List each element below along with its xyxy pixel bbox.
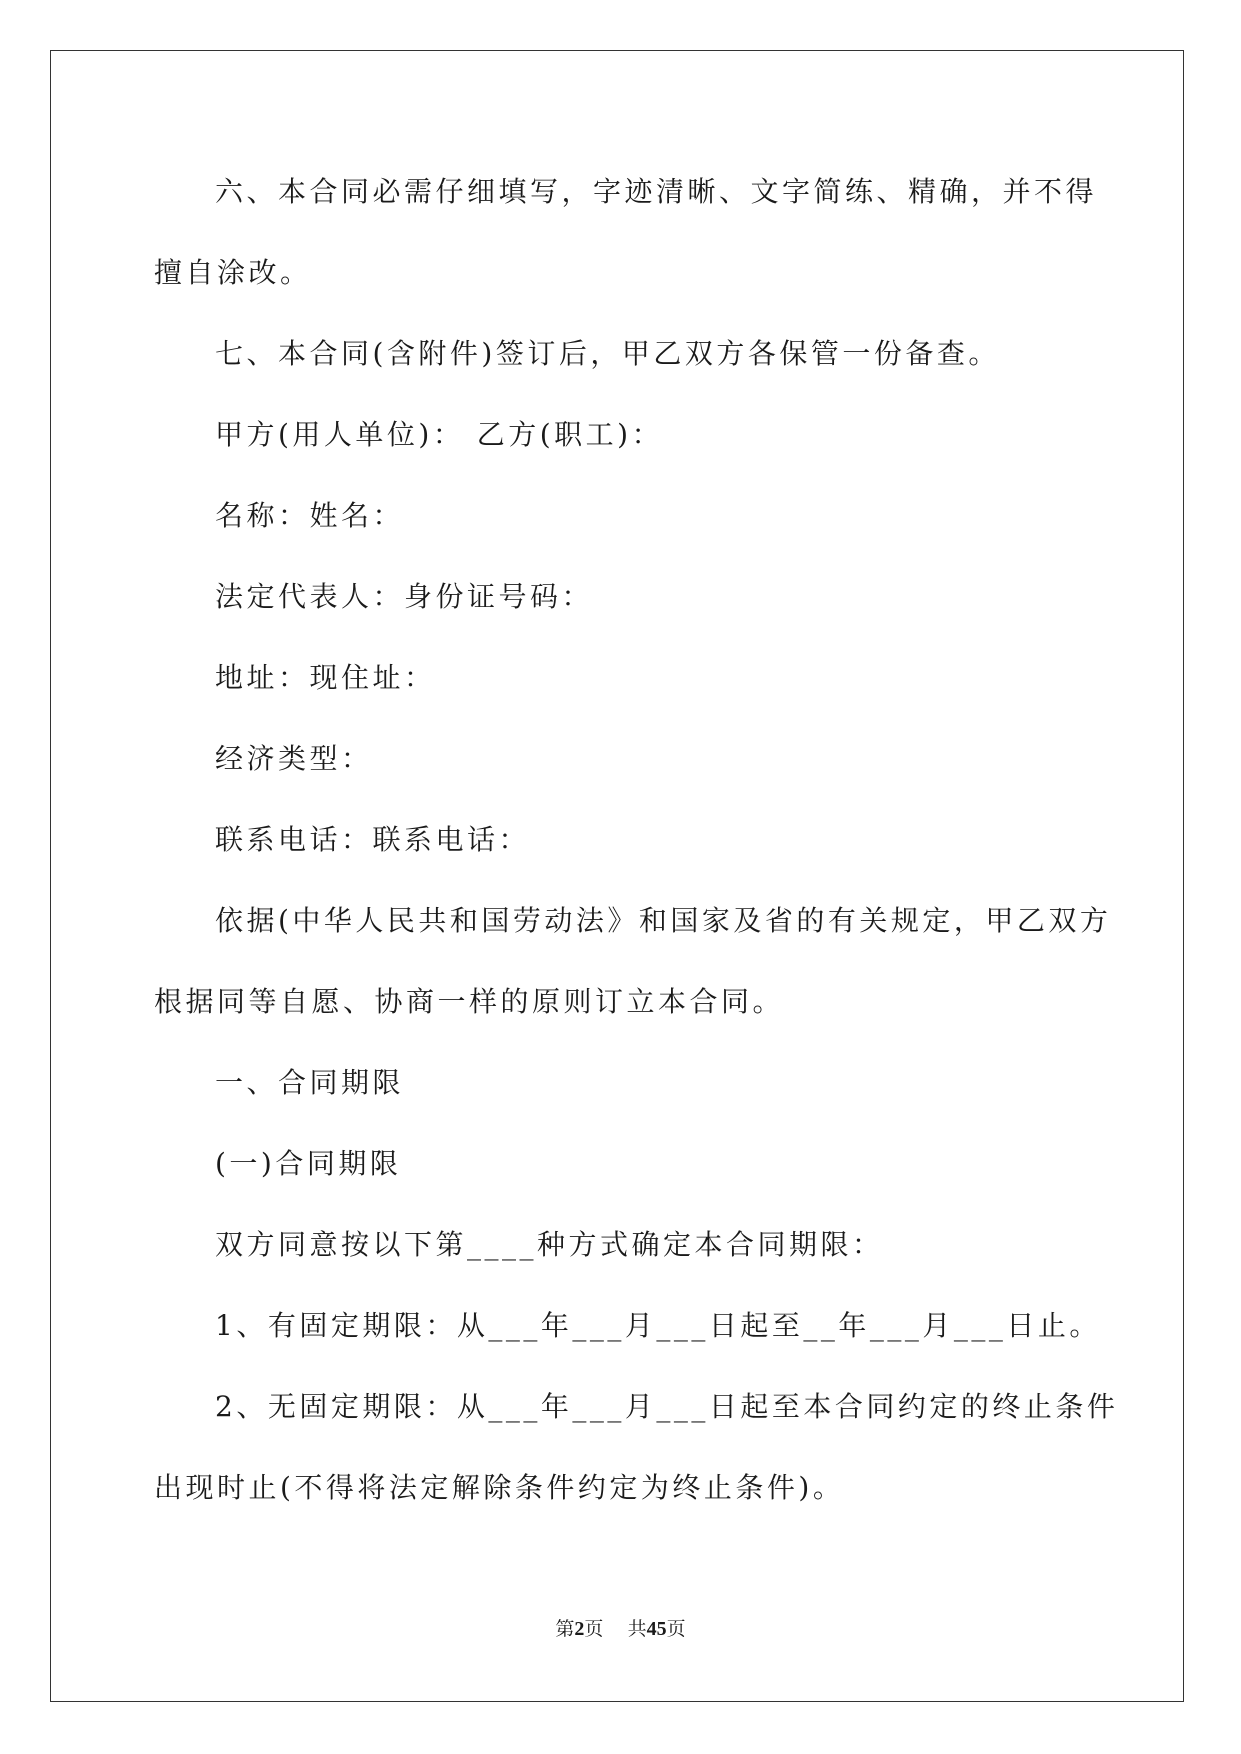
footer-total-suffix: 页 (666, 1618, 686, 1640)
clause-6-line-2: 擅自涂改。 (154, 256, 312, 289)
page-border (50, 50, 1184, 1702)
fixed-term-line: 1、有固定期限：从___年___月___日起至__年___月___日止。 (215, 1309, 1101, 1342)
page-footer (0, 1616, 1241, 1642)
open-term-line-2: 出现时止(不得将法定解除条件约定为终止条件)。 (154, 1471, 845, 1504)
section-1-heading: 一、合同期限 (215, 1066, 405, 1099)
total-page-number: 45 (646, 1618, 667, 1640)
term-option-line: 双方同意按以下第____种方式确定本合同期限： (215, 1228, 884, 1261)
current-page-number: 2 (574, 1618, 585, 1640)
preamble-line-2: 根据同等自愿、协商一样的原则订立本合同。 (154, 985, 785, 1018)
clause-6-line-1: 六、本合同必需仔细填写，字迹清晰、文字简练、精确，并不得 (215, 175, 1098, 208)
party-headings: 甲方(用人单位)： 乙方(职工)： (215, 418, 664, 451)
field-legal-rep: 法定代表人：身份证号码： (215, 580, 594, 613)
footer-prefix: 第 (555, 1618, 575, 1640)
preamble-line-1: 依据(中华人民共和国劳动法》和国家及省的有关规定，甲乙双方 (215, 904, 1112, 937)
footer-page-suffix: 页 (584, 1618, 604, 1640)
field-address: 地址：现住址： (215, 661, 436, 694)
footer-total-prefix: 共 (627, 1618, 647, 1640)
field-phone: 联系电话：联系电话： (215, 823, 531, 856)
clause-7: 七、本合同(含附件)签订后，甲乙双方各保管一份备查。 (215, 337, 1000, 370)
field-economic-type: 经济类型： (215, 742, 373, 775)
field-name: 名称：姓名： (215, 499, 405, 532)
open-term-line-1: 2、无固定期限：从___年___月___日起至本合同约定的终止条件 (215, 1390, 1119, 1423)
subsection-1-heading: (一)合同期限 (215, 1147, 402, 1180)
